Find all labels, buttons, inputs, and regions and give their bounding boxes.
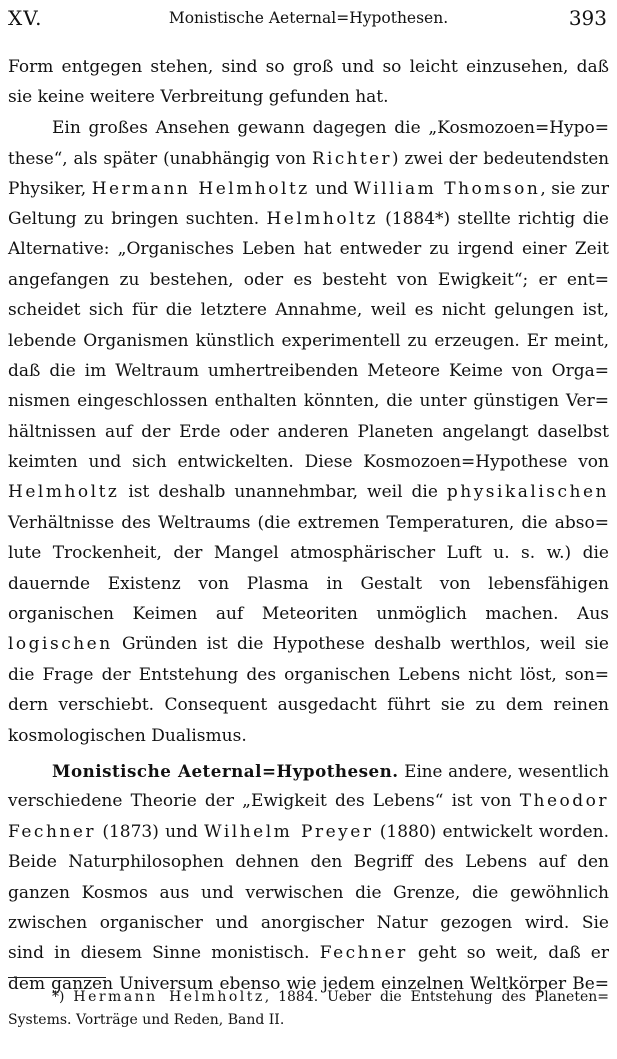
text-run: “ ist von: [434, 791, 520, 812]
spaced-name-helmholtz: Helmholtz: [8, 482, 120, 503]
text-line: organischen Keimen auf Meteoriten unmöglich machen. Aus: [8, 604, 609, 625]
text-run: ) zwei der bedeutendsten: [392, 148, 610, 169]
page-number: 393: [568, 6, 607, 30]
section-heading: Monistische Aeternal=Hypothesen.: [52, 760, 399, 781]
text-line: nismen eingeschlossen enthalten könnten, die unter günstigen Ver=: [8, 391, 609, 412]
spaced-name-helmholtz: Hermann Helmholtz: [73, 989, 265, 1005]
text-line: dauernde Existenz von Plasma in Gestalt von lebensfähigen: [8, 573, 609, 594]
text-run: , 1884. Ueber die Entstehung des Planeten=: [264, 989, 609, 1005]
text-line: die Frage der Entstehung des organischen Lebens nicht löst, son=: [8, 664, 609, 685]
text-run: , sie zur: [540, 178, 610, 199]
text-line: Verhältnisse des Weltraums (die extremen Temperaturen, die abso=: [8, 512, 609, 533]
text-line: [8, 174, 609, 204]
spaced-name-fechner: Fechner: [319, 943, 408, 964]
text-line: kosmologischen Dualismus.: [8, 725, 247, 746]
text-run: (1873) und: [96, 821, 205, 842]
text-line: [8, 629, 609, 659]
running-title: Monistische Aeternal=Hypothesen.: [168, 9, 449, 27]
text-line: hältnissen auf der Erde oder anderen Planeten angelangt daselbst: [8, 421, 609, 442]
text-line: angefangen zu bestehen, oder es besteht von Ewigkeit“; er ent=: [8, 269, 609, 290]
text-run: Physiker,: [8, 178, 92, 199]
spaced-name-richter: Richter: [311, 148, 393, 169]
text-line: dern verschiebt. Consequent ausgedacht führt sie zu dem reinen: [8, 695, 609, 716]
text-line: [8, 143, 609, 173]
text-run: these“, als später (unabhängig von: [8, 148, 312, 169]
text-line: [8, 817, 609, 847]
footnote-line: [8, 986, 609, 1009]
text-line: Form entgegen stehen, sind so groß und so leicht einzusehen, daß: [8, 57, 609, 77]
text-line: [8, 204, 609, 234]
text-line: [8, 938, 609, 968]
running-header: [8, 4, 609, 32]
text-line: dem ganzen Universum ebenso wie jedem einzelnen Weltkörper Be=: [8, 973, 609, 994]
text-run: geht so weit, daß er: [407, 943, 609, 964]
footnote-line: Systems. Vorträge und Reden, Band II.: [8, 1012, 285, 1028]
spaced-name-preyer: Wilhelm Preyer: [204, 821, 374, 842]
spaced-word: physikalischen: [446, 482, 609, 503]
text-line: Beide Naturphilosophen dehnen den Begriff des Lebens auf den: [8, 852, 609, 873]
text-run: und: [309, 178, 354, 199]
text-line: Ein großes Ansehen gewann dagegen die „Kosmozoen=Hypo=: [52, 117, 609, 138]
quoted-phrase: Ewigkeit des Lebens: [250, 791, 435, 812]
main-text: [8, 52, 609, 999]
text-run: Gründen ist die Hypothese deshalb werthlos, weil sie: [112, 634, 609, 655]
text-run: sind in diesem Sinne monistisch.: [8, 943, 320, 964]
footnote-divider: [8, 977, 106, 978]
text-run: (1884*) stellte richtig die: [377, 208, 609, 229]
footnote: [8, 986, 609, 1032]
spaced-name-helmholtz: Hermann Helmholtz: [91, 178, 310, 199]
spaced-name-thomson: William Thomson: [353, 178, 541, 199]
text-line: [8, 786, 609, 816]
text-run: Eine andere, wesentlich: [398, 760, 609, 781]
text-line: lute Trockenheit, der Mangel atmosphärischer Luft u. s. w.) die: [8, 543, 609, 564]
spaced-name-helmholtz: Helmholtz: [266, 208, 378, 229]
spaced-name-fechner: Fechner: [8, 821, 97, 842]
text-line: keimten und sich entwickelten. Diese Kosmozoen=Hypothese von: [8, 452, 609, 473]
text-line: Alternative: „Organisches Leben hat entweder zu irgend einer Zeit: [8, 239, 609, 260]
chapter-number: XV.: [8, 6, 43, 30]
text-run: Geltung zu bringen suchten.: [8, 208, 267, 229]
text-line: daß die im Weltraum umhertreibenden Meteore Keime von Orga=: [8, 360, 609, 381]
text-line: scheidet sich für die letztere Annahme, weil es nicht gelungen ist,: [8, 300, 609, 321]
text-line: ganzen Kosmos aus und verwischen die Grenze, die gewöhnlich: [8, 882, 609, 903]
spaced-word: logischen: [8, 634, 113, 655]
text-line: sie keine weitere Verbreitung gefunden hat.: [8, 87, 389, 108]
spaced-name-theodor: Theodor: [519, 791, 610, 812]
text-line: zwischen organischer und anorgischer Natur gezogen wird. Sie: [8, 912, 609, 933]
text-line: [8, 756, 609, 786]
text-run: verschiedene Theorie der „: [8, 791, 251, 812]
text-line: lebende Organismen künstlich experimentell zu erzeugen. Er meint,: [8, 330, 609, 351]
text-run: ist deshalb unannehmbar, weil die: [119, 482, 447, 503]
text-line: [8, 477, 609, 507]
text-run: (1880) entwickelt worden.: [373, 821, 610, 842]
footnote-marker: *): [52, 989, 74, 1005]
